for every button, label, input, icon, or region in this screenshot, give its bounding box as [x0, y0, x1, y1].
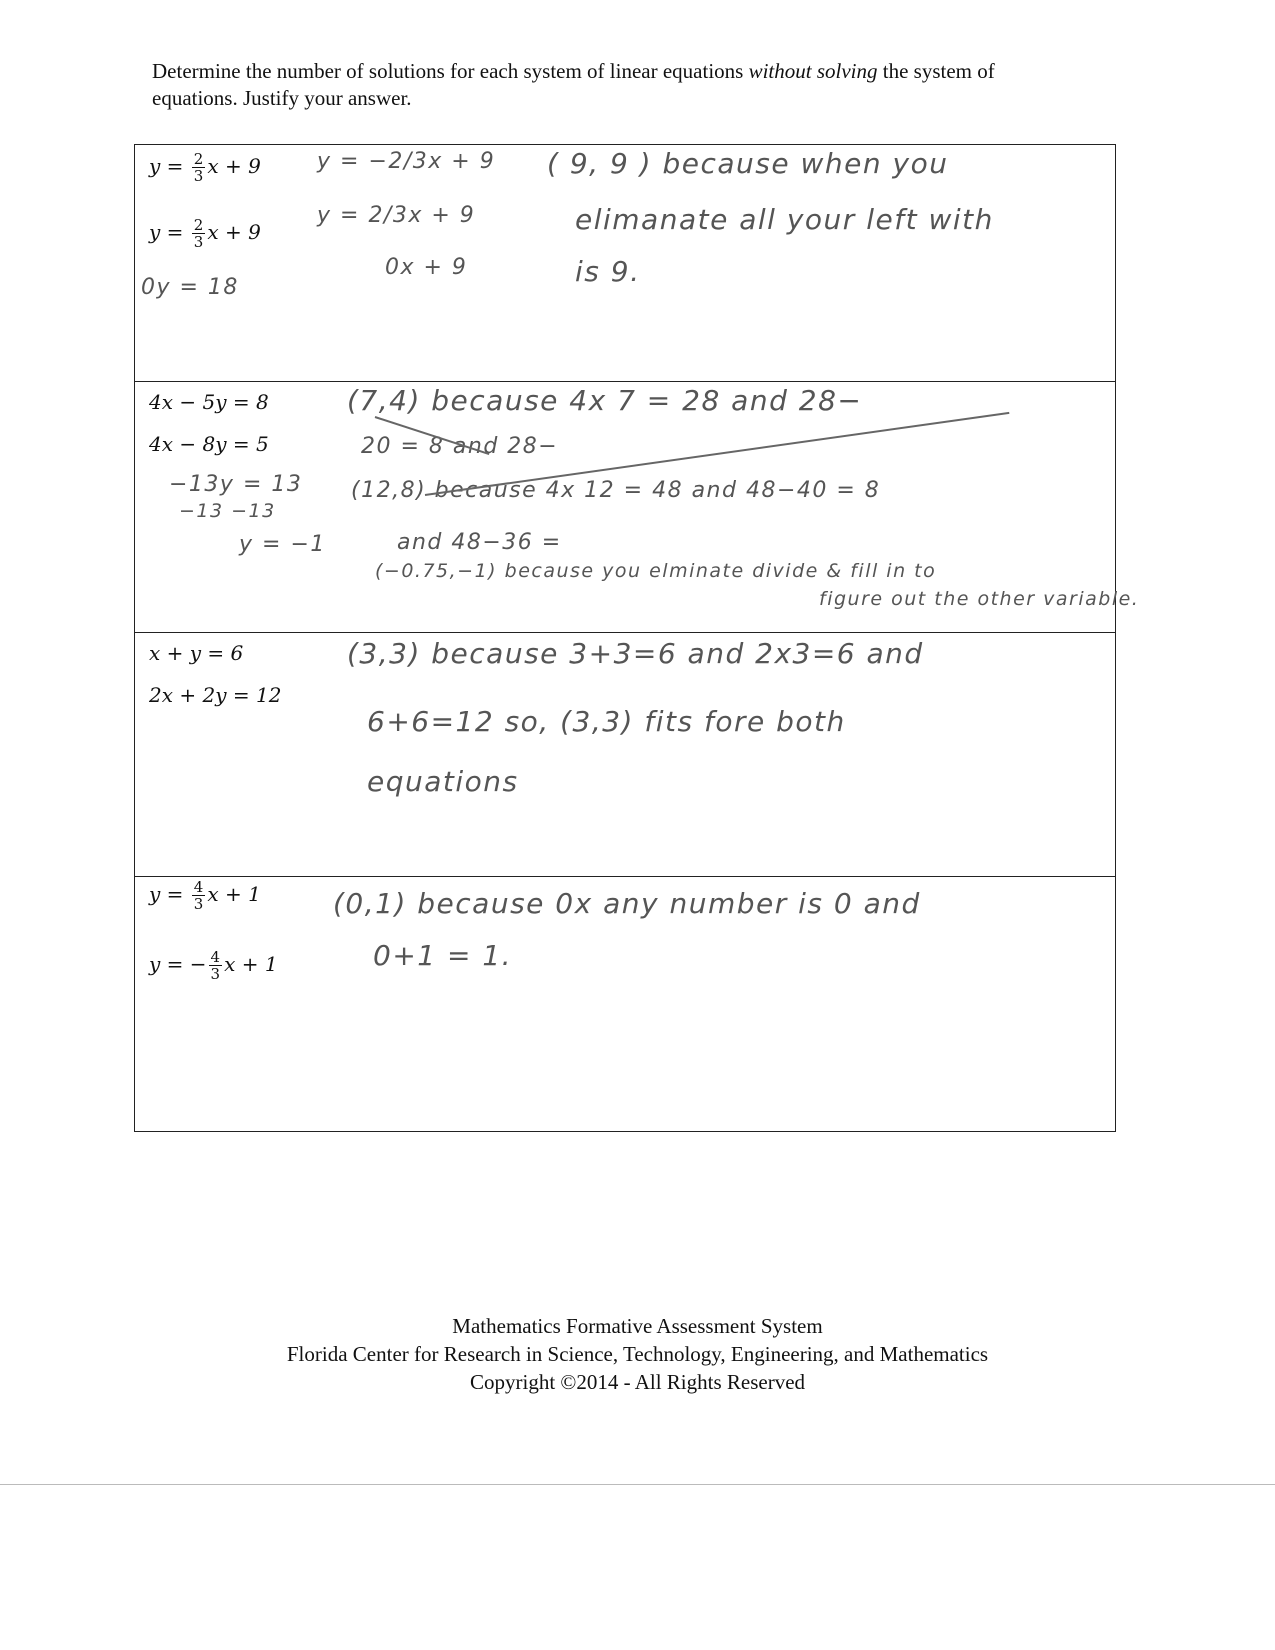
handwritten-answer: 20 = 8 and 28− [361, 434, 559, 459]
fraction: $\frac{4}{3}$ [193, 878, 204, 913]
handwritten-answer: y = 2/3x + 9 [317, 203, 476, 228]
handwritten-answer: (3,3) because 3+3=6 and 2x3=6 and [347, 637, 924, 670]
handwritten-answer: (7,4) because 4x 7 = 28 and 28− [347, 384, 863, 417]
handwritten-answer: and 48−36 = [397, 530, 562, 555]
footer [0, 1312, 1275, 1396]
handwritten-work: y = −1 [239, 532, 326, 557]
handwritten-work: −13 −13 [179, 500, 276, 522]
fraction: $\frac{4}{3}$ [210, 948, 221, 983]
handwritten-answer: y = −2/3x + 9 [317, 149, 496, 174]
task-row-3 [135, 633, 1115, 877]
instructions-text: Determine the number of solutions for each system of linear equations [152, 59, 749, 83]
task-row-1 [135, 145, 1115, 382]
footer-line-1: Mathematics Formative Assessment System [452, 1314, 823, 1338]
handwritten-answer: equations [367, 765, 519, 798]
handwritten-work: 0y = 18 [141, 275, 239, 300]
scan-edge-line [0, 1484, 1275, 1485]
equation-4a: y = $\frac{4}{3}$ x + 1 [149, 878, 261, 913]
equation-2b: 4x − 8y = 5 [149, 432, 269, 456]
instructions-emphasis: without solving [748, 59, 878, 83]
task-row-4 [135, 877, 1115, 1131]
task-row-2 [135, 382, 1140, 633]
handwritten-answer: 0x + 9 [385, 255, 468, 280]
handwritten-answer: elimanate all your left with [575, 203, 994, 236]
equation-1b: y = $\frac{2}{3}$ x + 9 [149, 216, 261, 251]
handwritten-work: −13y = 13 [169, 472, 303, 497]
equation-2a: 4x − 5y = 8 [149, 390, 269, 414]
task-table [134, 144, 1140, 1132]
footer-line-3: Copyright ©2014 - All Rights Reserved [469, 1370, 806, 1394]
handwritten-answer: ( 9, 9 ) because when you [547, 147, 949, 180]
equation-3b: 2x + 2y = 12 [149, 683, 282, 707]
instructions-text-end: the system of equations. Justify your answer. [152, 59, 995, 110]
handwritten-answer: (0,1) because 0x any number is 0 and [333, 887, 921, 920]
equation-4b: y = − $\frac{4}{3}$ x + 1 [149, 948, 278, 983]
instructions [152, 58, 1052, 112]
equation-1a: y = $\frac{2}{3}$ x + 9 [149, 150, 261, 185]
handwritten-answer: figure out the other variable. [819, 588, 1140, 610]
footer-line-2: Florida Center for Research in Science, Technology, Engineering, and Mathematics [286, 1342, 989, 1366]
handwritten-answer: 0+1 = 1. [373, 939, 513, 972]
fraction: $\frac{2}{3}$ [193, 216, 204, 251]
fraction: $\frac{2}{3}$ [193, 150, 204, 185]
handwritten-answer: (12,8) because 4x 12 = 48 and 48−40 = 8 [351, 478, 881, 503]
handwritten-answer: (−0.75,−1) because you elminate divide & fill in to [375, 560, 937, 582]
handwritten-answer: 6+6=12 so, (3,3) fits fore both [367, 705, 846, 738]
handwritten-answer: is 9. [575, 255, 641, 288]
equation-3a: x + y = 6 [149, 641, 244, 665]
